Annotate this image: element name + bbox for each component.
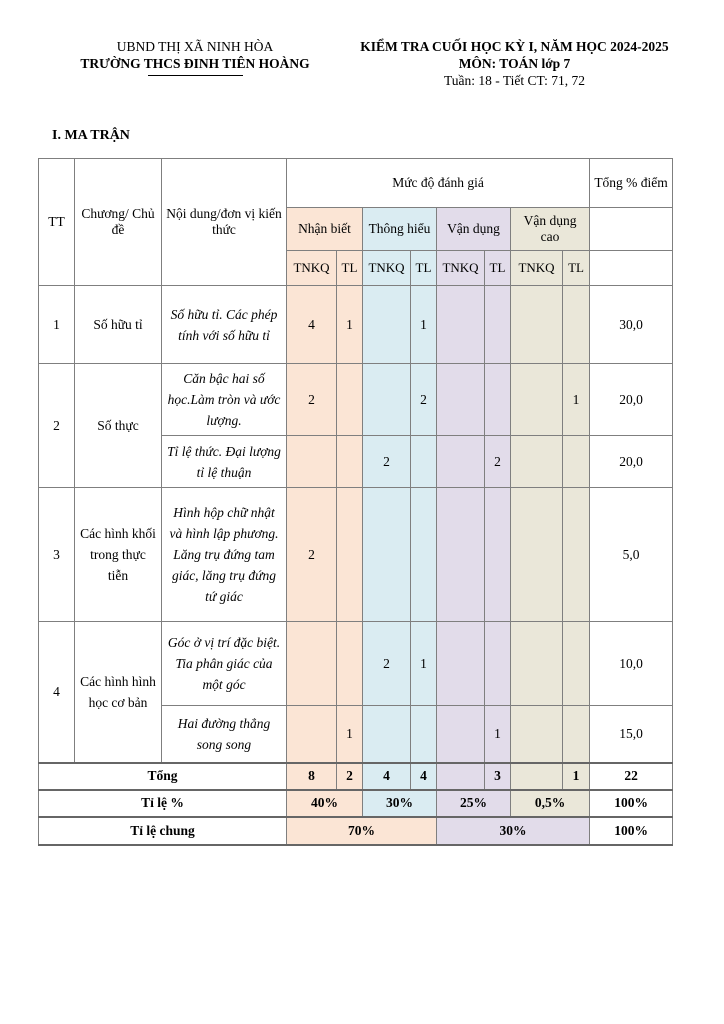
- level-header-high-application: Vận dụng cao: [511, 208, 590, 251]
- col-header-levels: Mức độ đánh giá: [287, 159, 590, 208]
- cell-th-tnkq: [363, 364, 411, 436]
- row-total-pct: 5,0: [590, 488, 673, 622]
- cell-nb-tl: [337, 364, 363, 436]
- cell-vdc-tnkq: [511, 488, 563, 622]
- header-row-1: [39, 159, 673, 208]
- footer-total-th-tnkq: 4: [363, 763, 411, 790]
- footer-total-label: Tổng: [39, 763, 287, 790]
- cell-nb-tl: [337, 622, 363, 706]
- cell-th-tnkq: [363, 488, 411, 622]
- level-header-comprehension: Thông hiểu: [363, 208, 437, 251]
- footer-overall-label: Tỉ lệ chung: [39, 817, 287, 845]
- cell-vd-tl: 2: [485, 436, 511, 488]
- total-column-spacer-2: [590, 251, 673, 286]
- document-header: [0, 38, 724, 89]
- cell-th-tnkq: [363, 706, 411, 763]
- footer-percent-label: Tỉ lệ %: [39, 790, 287, 817]
- school-name: TRƯỜNG THCS ĐINH TIÊN HOÀNG: [80, 56, 310, 71]
- exam-title: KIỂM TRA CUỐI HỌC KỲ I, NĂM HỌC 2024-2025: [360, 39, 669, 54]
- footer-total-row: [39, 763, 673, 790]
- organization-block: [45, 38, 345, 89]
- cell-th-tnkq: 2: [363, 436, 411, 488]
- cell-vdc-tl: [563, 706, 590, 763]
- subcol-tnkq-1: TNKQ: [287, 251, 337, 286]
- header-underline-divider: [148, 75, 243, 76]
- row-tt: 3: [39, 488, 75, 622]
- table-row: [39, 364, 673, 436]
- footer-percent-row: [39, 790, 673, 817]
- cell-nb-tl: [337, 488, 363, 622]
- total-column-spacer-1: [590, 208, 673, 251]
- cell-vd-tnkq: [437, 286, 485, 364]
- footer-total-nb-tnkq: 8: [287, 763, 337, 790]
- row-total-pct: 10,0: [590, 622, 673, 706]
- cell-nb-tnkq: 2: [287, 488, 337, 622]
- footer-percent-sum: 100%: [590, 790, 673, 817]
- cell-vd-tl: 1: [485, 706, 511, 763]
- col-header-total: Tổng % điểm: [590, 159, 673, 208]
- cell-vd-tnkq: [437, 364, 485, 436]
- organization-name: UBND THỊ XÃ NINH HÒA: [116, 39, 274, 54]
- cell-vdc-tnkq: [511, 286, 563, 364]
- cell-th-tnkq: 2: [363, 622, 411, 706]
- row-content: Số hữu tỉ. Các phép tính với số hữu tỉ: [162, 286, 287, 364]
- subcol-tl-2: TL: [411, 251, 437, 286]
- subcol-tnkq-3: TNKQ: [437, 251, 485, 286]
- level-header-application: Vận dụng: [437, 208, 511, 251]
- subcol-tnkq-4: TNKQ: [511, 251, 563, 286]
- table-row: [39, 488, 673, 622]
- cell-th-tnkq: [363, 286, 411, 364]
- footer-percent-vdc: 0,5%: [511, 790, 590, 817]
- subcol-tl-1: TL: [337, 251, 363, 286]
- cell-vd-tnkq: [437, 488, 485, 622]
- cell-nb-tnkq: [287, 436, 337, 488]
- row-tt: 2: [39, 364, 75, 488]
- cell-th-tl: 1: [411, 622, 437, 706]
- cell-nb-tnkq: 2: [287, 364, 337, 436]
- row-chapter: Số hữu tỉ: [75, 286, 162, 364]
- row-content: Hai đường thẳng song song: [162, 706, 287, 763]
- cell-nb-tl: 1: [337, 286, 363, 364]
- cell-vd-tnkq: [437, 436, 485, 488]
- footer-total-vd-tl: 3: [485, 763, 511, 790]
- cell-nb-tnkq: 4: [287, 286, 337, 364]
- cell-nb-tnkq: [287, 622, 337, 706]
- col-header-chapter: Chương/ Chủ đề: [75, 159, 162, 286]
- row-total-pct: 15,0: [590, 706, 673, 763]
- row-chapter: Các hình hình học cơ bản: [75, 622, 162, 763]
- cell-vdc-tnkq: [511, 436, 563, 488]
- footer-overall-sum: 100%: [590, 817, 673, 845]
- exam-matrix-table: [38, 158, 673, 846]
- footer-overall-row: [39, 817, 673, 845]
- exam-title-block: [345, 38, 684, 89]
- cell-nb-tnkq: [287, 706, 337, 763]
- cell-th-tl: 2: [411, 364, 437, 436]
- cell-vd-tl: [485, 286, 511, 364]
- footer-overall-30: 30%: [437, 817, 590, 845]
- row-chapter: Số thực: [75, 364, 162, 488]
- exam-subject: MÔN: TOÁN lớp 7: [458, 56, 571, 71]
- cell-vdc-tnkq: [511, 622, 563, 706]
- footer-overall-70: 70%: [287, 817, 437, 845]
- footer-percent-th: 30%: [363, 790, 437, 817]
- level-header-recognition: Nhận biết: [287, 208, 363, 251]
- table-row: [39, 286, 673, 364]
- table-row: [39, 622, 673, 706]
- row-content: Góc ở vị trí đặc biệt. Tia phân giác của một góc: [162, 622, 287, 706]
- row-chapter: Các hình khối trong thực tiễn: [75, 488, 162, 622]
- subcol-tl-3: TL: [485, 251, 511, 286]
- footer-total-vd-tnkq: [437, 763, 485, 790]
- col-header-content: Nội dung/đơn vị kiến thức: [162, 159, 287, 286]
- footer-total-vdc-tnkq: [511, 763, 563, 790]
- row-tt: 4: [39, 622, 75, 763]
- footer-total-th-tl: 4: [411, 763, 437, 790]
- cell-nb-tl: 1: [337, 706, 363, 763]
- section-title: I. MA TRẬN: [52, 128, 130, 143]
- cell-vd-tnkq: [437, 706, 485, 763]
- row-total-pct: 30,0: [590, 286, 673, 364]
- row-content: Tỉ lệ thức. Đại lượng tỉ lệ thuận: [162, 436, 287, 488]
- cell-vdc-tl: 1: [563, 364, 590, 436]
- row-total-pct: 20,0: [590, 364, 673, 436]
- col-header-tt: TT: [39, 159, 75, 286]
- cell-vd-tl: [485, 364, 511, 436]
- cell-vdc-tnkq: [511, 364, 563, 436]
- footer-total-sum: 22: [590, 763, 673, 790]
- footer-total-vdc-tl: 1: [563, 763, 590, 790]
- cell-vd-tl: [485, 622, 511, 706]
- subcol-tl-4: TL: [563, 251, 590, 286]
- row-content: Hình hộp chữ nhật và hình lập phương. Lăng trụ đứng tam giác, lăng trụ đứng tứ giác: [162, 488, 287, 622]
- footer-percent-vd: 25%: [437, 790, 511, 817]
- cell-vdc-tl: [563, 286, 590, 364]
- cell-vd-tl: [485, 488, 511, 622]
- exam-week-info: Tuần: 18 - Tiết CT: 71, 72: [444, 73, 585, 88]
- footer-total-nb-tl: 2: [337, 763, 363, 790]
- cell-th-tl: 1: [411, 286, 437, 364]
- footer-percent-nb: 40%: [287, 790, 363, 817]
- cell-vdc-tl: [563, 436, 590, 488]
- row-tt: 1: [39, 286, 75, 364]
- cell-th-tl: [411, 488, 437, 622]
- cell-vdc-tl: [563, 488, 590, 622]
- cell-nb-tl: [337, 436, 363, 488]
- row-content: Căn bậc hai số học.Làm tròn và ước lượng.: [162, 364, 287, 436]
- row-total-pct: 20,0: [590, 436, 673, 488]
- cell-th-tl: [411, 706, 437, 763]
- cell-vd-tnkq: [437, 622, 485, 706]
- cell-vdc-tnkq: [511, 706, 563, 763]
- cell-th-tl: [411, 436, 437, 488]
- cell-vdc-tl: [563, 622, 590, 706]
- subcol-tnkq-2: TNKQ: [363, 251, 411, 286]
